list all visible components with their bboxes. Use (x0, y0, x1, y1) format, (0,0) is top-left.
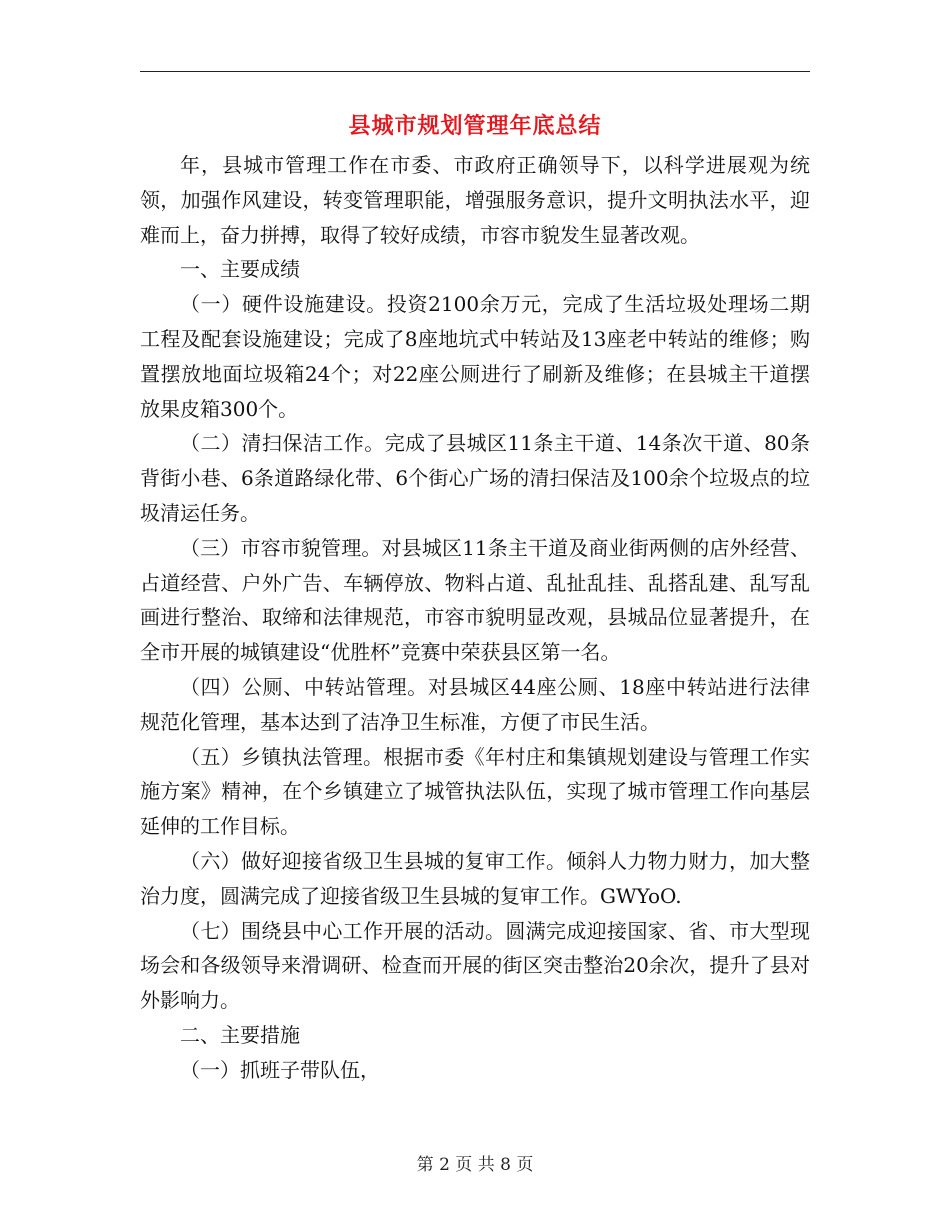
paragraph-intro: 年，县城市管理工作在市委、市政府正确领导下，以科学进展观为统领，加强作风建设，转变管理职能，增强服务意识，提升文明执法水平，迎难而上，奋力拼搏，取得了较好成绩，市容市貌发生显著改观。 (140, 153, 810, 247)
paragraph-central-activities: （七）围绕县中心工作开展的活动。圆满完成迎接国家、省、市大型现场会和各级领导来滑调研、检查而开展的街区突击整治20余次，提升了县对外影响力。 (140, 918, 810, 1013)
paragraph-toilet-station-management: （四）公厕、中转站管理。对县城区44座公厕、18座中转站进行法律规范化管理，基本达到了洁净卫生标准，方便了市民生活。 (140, 674, 810, 734)
header-rule (140, 71, 810, 72)
paragraph-team-building: （一）抓班子带队伍， (180, 1057, 380, 1082)
paragraph-sanitation-review: （六）做好迎接省级卫生县城的复审工作。倾斜人力物力财力，加大整治力度，圆满完成了迎接省级卫生县城的复审工作。GWYoO. (140, 848, 810, 908)
paragraph-township-enforcement: （五）乡镇执法管理。根据市委《年村庄和集镇规划建设与管理工作实施方案》精神，在个乡镇建立了城管执法队伍，实现了城市管理工作向基层延伸的工作目标。 (140, 744, 810, 839)
page-number-footer: 第 2 页 共 8 页 (416, 1155, 534, 1175)
section-heading-measures: 二、主要措施 (180, 1022, 300, 1047)
paragraph-city-appearance: （三）市容市貌管理。对县城区11条主干道及商业街两侧的店外经营、占道经营、户外广告、车辆停放、物料占道、乱扯乱挂、乱搭乱建、乱写乱画进行整治、取缔和法律规范，市容市貌明显改观，县城品位显著提升，在全市开展的城镇建设“优胜杯”竞赛中荣获县区第一名。 (140, 535, 810, 665)
document-body (140, 148, 810, 1088)
paragraph-cleaning-work: （二）清扫保洁工作。完成了县城区11条主干道、14条次干道、80条背街小巷、6条道路绿化带、6个街心广场的清扫保洁及100余个垃圾点的垃圾清运任务。 (140, 431, 810, 525)
section-heading-achievements: 一、主要成绩 (180, 257, 300, 282)
document-title: 县城市规划管理年底总结 (348, 113, 602, 139)
paragraph-hardware-facilities: （一）硬件设施建设。投资2100余万元，完成了生活垃圾处理场二期工程及配套设施建设；完成了8座地坑式中转站及13座老中转站的维修；购置摆放地面垃圾箱24个；对22座公厕进行了刷新及维修；在县城主干道摆放果皮箱300个。 (140, 292, 810, 421)
